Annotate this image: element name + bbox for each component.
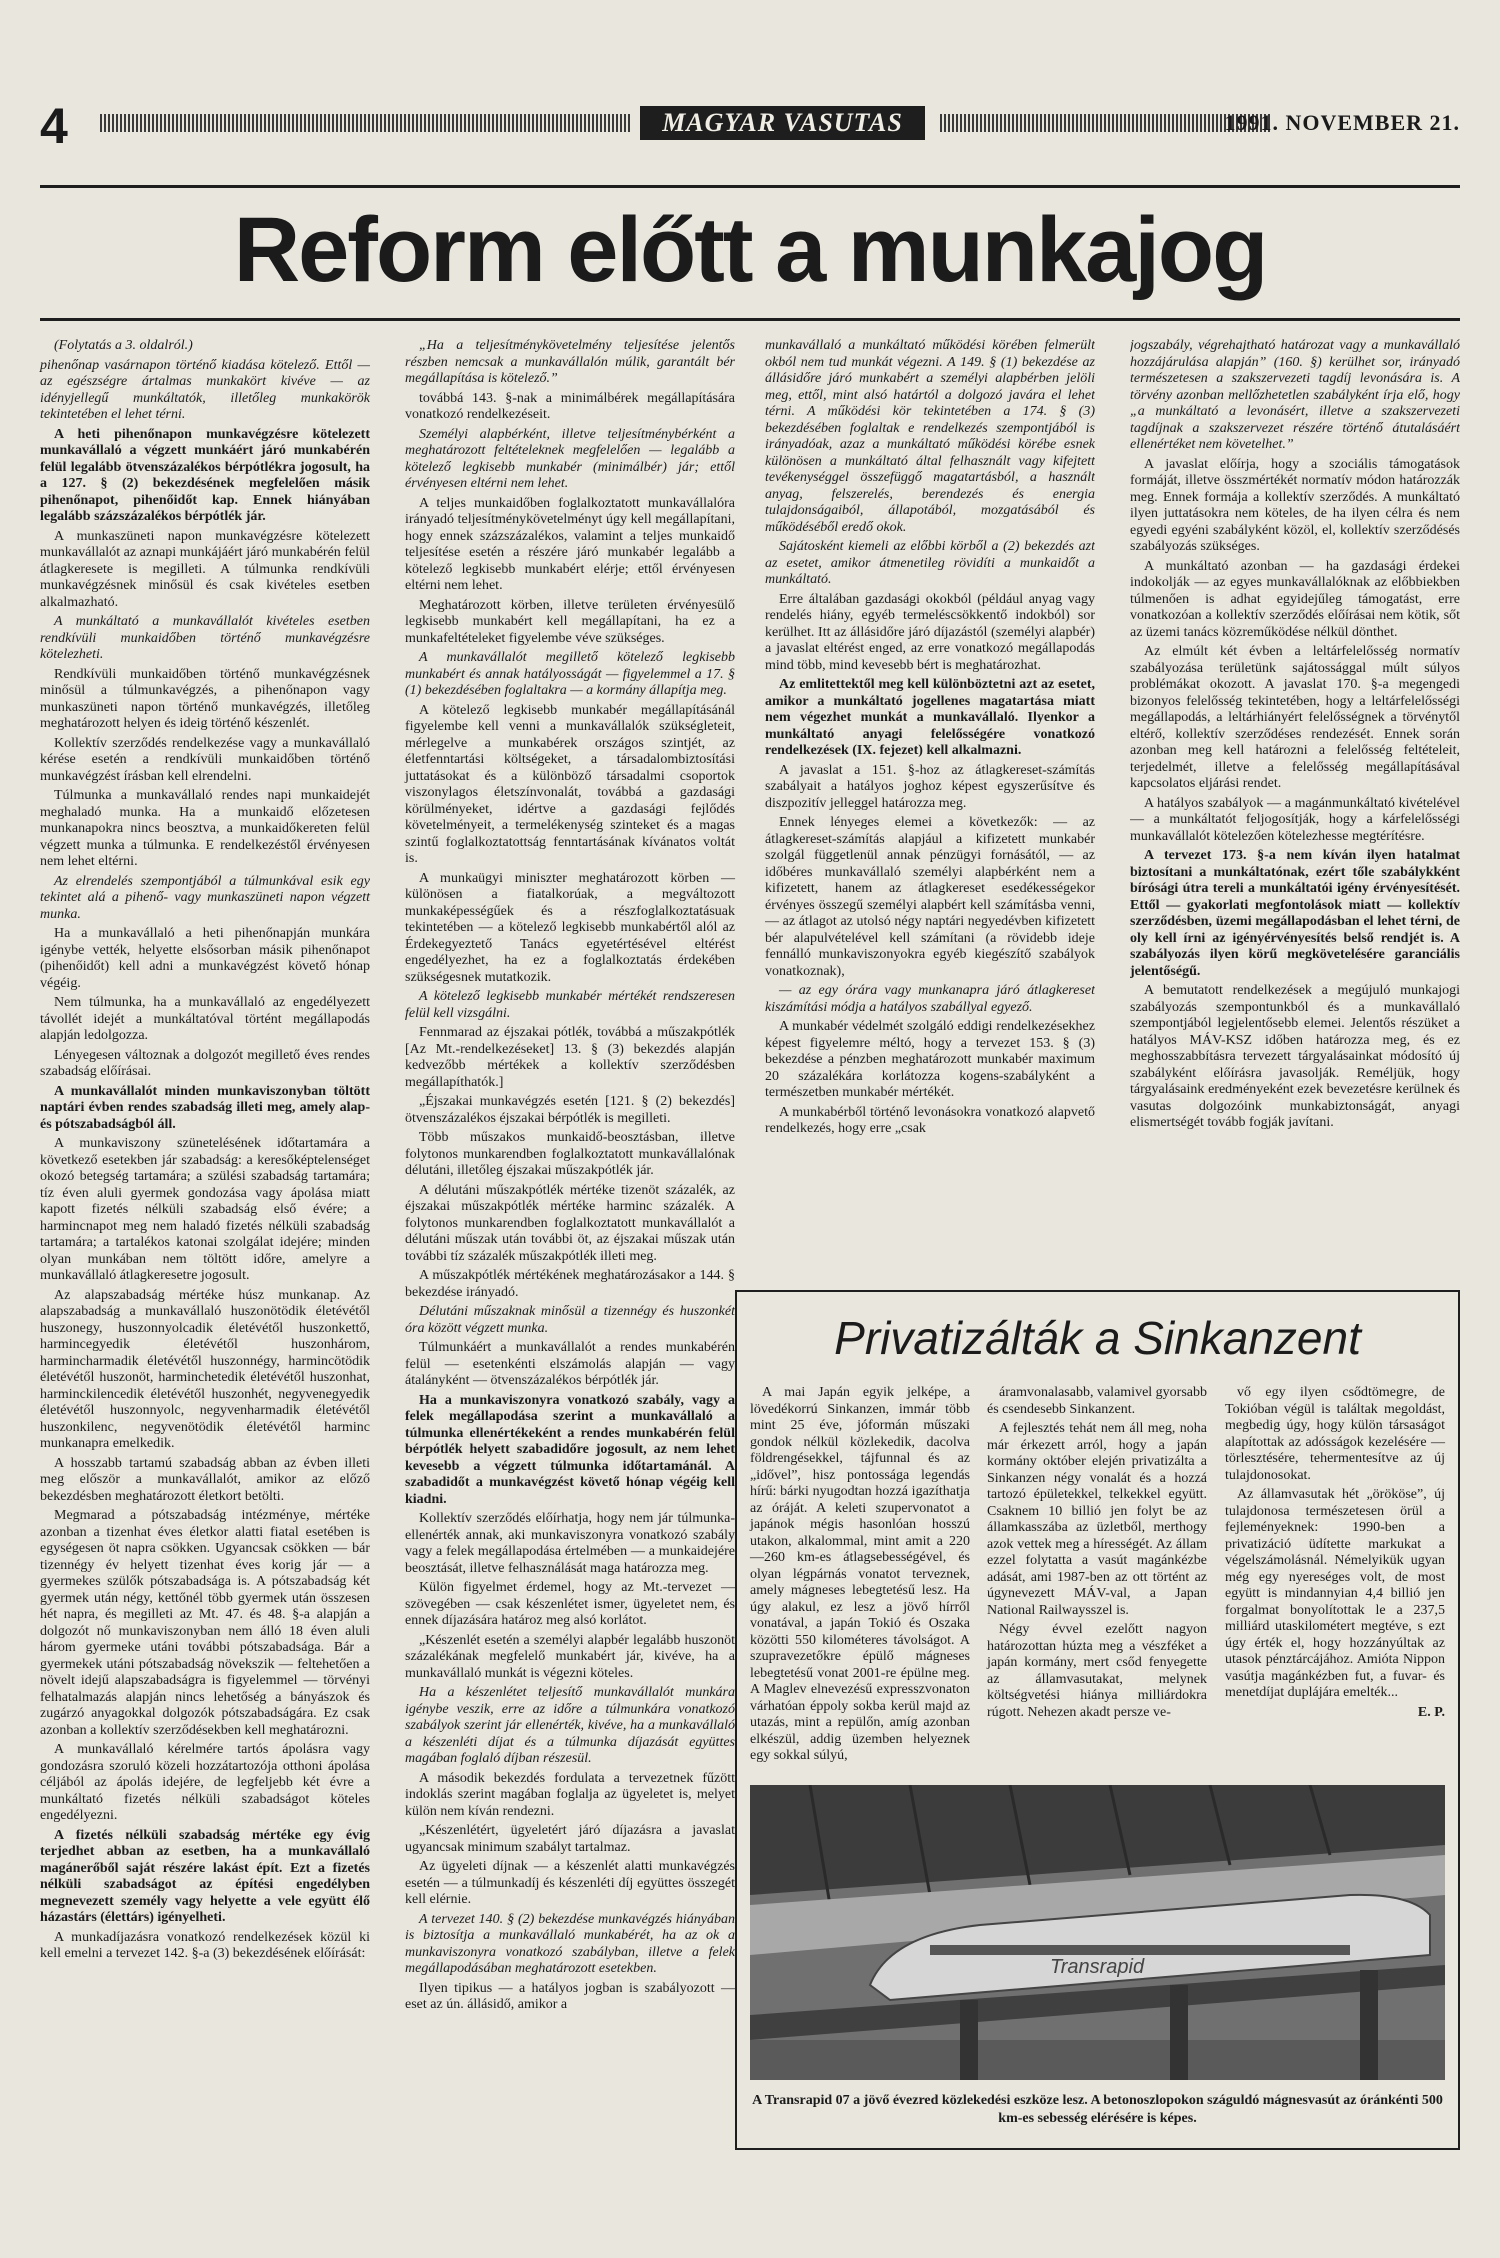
article-paragraph: Ha a munkaviszonyra vonatkozó szabály, vagy a felek megállapodása szerint a munkavállaló a túlmunka ellenértékeként a rendes munkabérén felül bérpótlék helyett szabadidőre jogosult, az nem lehet kevesebb a végzett túlmunka időtartamánál. A szabadidőt a munkavégzést követő hónap végéig kell kiadni. [405, 1392, 735, 1507]
article-paragraph: Megmarad a pótszabadság intézménye, mértéke azonban a tizenhat éves életkor alatti fiatal esetében is egységesen öt napra csökken. Ugyancsak csökken — bár tizennégy év helyett tizenhat éves korig jár — a gyermekes szülők pótszabadsága is. A pótszabadság két gyermek után négy, kettőnél több gyermek után összesen hét napra, és megilleti az Mt. 47. és 48. §-a alapján a dolgozót nő munkaviszonyban nem álló 18 éven aluli három gyermeke utáni további pótszabadsága. Bár a gyermekek utáni pótszabadság növekszik — feltehetően a növelt idejű alapszabadságra is figyelemmel — törvényi felhatalmazás alapján nincs lehetőség a bányászok és zugárzó anyagokkal dolgozók pótszabadságára. Ez csak azonban a kollektív szerződésekben kell meghatározni. [40, 1508, 370, 1738]
article-paragraph: Sajátosként kiemeli az előbbi körből a (2) bekezdés azt az esetet, amikor átmenetileg rövidíti a munkaidőt a munkáltató. [765, 539, 1095, 587]
page-number: 4 [40, 98, 68, 154]
article-paragraph: Külön figyelmet érdemel, hogy az Mt.-tervezet — szövegében — csak készenlétet ismer, ügyeletet nem, és ennek díjazására határoz meg alsó korlátot. [405, 1580, 735, 1628]
article-paragraph: Fennmarad az éjszakai pótlék, továbbá a műszakpótlék [Az Mt.-rendelkezéseket] 13. § (3) bekezdés alapján kedvezőbb mértékek a kollektív szerződésben megállapíthatók.] [405, 1025, 735, 1090]
article-paragraph: pihenőnap vasárnapon történő kiadása kötelező. Ettől — az egészségre ártalmas munkakört kivéve — az idényjellegű munkáltatók, illetőleg munkakörök tekintetében el lehet térni. [40, 357, 370, 422]
article-paragraph: A bemutatott rendelkezések a megújuló munkajogi szabályozás szempontunkból és a munkavállaló szempontjából legjelentősebb elemei. Jelentős részüket a hatályos MÁV-KSZ időben határozza meg, és ez meghosszabbításra tervezett tárgyalásainkat módosító új szabályként előírásra javasolják. Reméljük, hogy tárgyalásaink eredményeként ezek bevezetésre kerülnek és vasutas dolgozóink munkabiztonságát, anyagi elismertségét tovább fogják javítani. [1130, 983, 1460, 1130]
author-signature: E. P. [1417, 1704, 1445, 1720]
article-paragraph: A munkáltató azonban — ha gazdasági érdekei indokolják — az egyes munkavállalóknak az előbbiekben túlmenően is adhat egyidejűleg támogatást, erre vonatkozóan a kollektív szerződés előírásai nem kötik, sőt az üzemi tanács közreműködése nélkül dönthet. [1130, 558, 1460, 640]
article-paragraph: A javaslat előírja, hogy a szociális támogatások formáját, illetve összmértékét normatív módon határozzák meg. Ennek formája a kollektív szerződés. A munkáltató ilyen juttatásokra nem köteles, de ha ilyen célra és nem egyedi egyéni szabályként közöl, el, kollektív szerződésés szabályozás szükséges. [1130, 456, 1460, 554]
article-paragraph: Ha a munkavállaló a heti pihenőnapján munkára igénybe vették, helyette elsősorban másik pihenőnapot (pihenőidőt) kell adni a munkavégzést követő hónap végéig. [40, 926, 370, 991]
privatization-column-2 [987, 1385, 1207, 1724]
article-paragraph: Rendkívüli munkaidőben történő munkavégzésnek minősül a túlmunkavégzés, a pihenőnapon vagy munkaszüneti napon történő munkavégzés, illetőleg meghatározott helyen és ideig történő készenlét. [40, 666, 370, 731]
page-title: Reform előtt a munkajog [233, 199, 1267, 301]
privatization-paragraph: A fejlesztés tehát nem áll meg, noha már érkezett arról, hogy a japán kormány október elején privatizálta a Sinkanzen négy vonalát és a hozzá tartozó épületekkel, telkekkel együtt. Csaknem 10 billió jen folyt be az államkasszába az üzletből, merthogy azok vettek meg a hírességét. Az állam ezzel folytatta a vasút magánkézbe adását, ami 1987-ben az ott történt az úgynevezett MÁV-val, a Japan National Railwaysszel is. [987, 1421, 1207, 1618]
article-paragraph: A hatályos szabályok — a magánmunkáltató kivételével — a munkáltatót feljogosítják, hogy a kárfelelősségi munkavállalót kötelezően kötelezhesse megtérítésre. [1130, 795, 1460, 844]
page-header [40, 96, 1460, 156]
article-column-2 [405, 338, 735, 2017]
article-paragraph: Ha a készenlétet teljesítő munkavállalót munkára igénybe veszik, erre az időre a túlmunkára vonatkozó szabályok szerint jár ellenérték, kivéve, ha a munkavállaló a készenléti díjat és a túlmunka díjazását együttes magában foglaló díjban részesül. [405, 1685, 735, 1766]
article-paragraph: A teljes munkaidőben foglalkoztatott munkavállalóra irányadó teljesítménykövetelményt úgy kell megállapítani, hogy ennek százszázalékos, valamint a teljes munkaidő teljesítése esetén a részére járó munkabér legalább a kötelező legkisebb munkabért elérje; ettől érvényesen eltérni nem lehet. [405, 495, 735, 593]
article-paragraph: Az alapszabadság mértéke húsz munkanap. Az alapszabadság a munkavállaló huszonötödik életévétől huszonegy, huszonnyolcadik életévétől huszonkettő, harmincegyedik életévétől huszonhárom, harmincharmadik életévétől huszonnégy, harmincötödik életévétől huszonöt, harminchetedik életévétől huszonhat, harminckilencedik életévétől huszonhét, negyvenegyedik életévétől huszonnyolc, negyvenharmadik életévétől huszonkilenc, negyvenötödik életévétől harminc munkanapra emelkedik. [40, 1287, 370, 1451]
article-paragraph: Az emlitettektől meg kell különböztetni azt az esetet, amikor a munkáltató jogellenes magatartása miatt nem végezhet munkát a munkavállaló. Ilyenkor a munkáltató anyagi felelősségére vonatkozó rendelkezések (IX. fejezet) kell alkalmazni. [765, 677, 1095, 758]
article-paragraph: „Készenlétért, ügyeletért járó díjazásra a javaslat ugyancsak minimum szabályt tartalmaz. [405, 1823, 735, 1855]
privatization-paragraph: áramvonalasabb, valamivel gyorsabb és csendesebb Sinkanzent. [987, 1385, 1207, 1417]
headline-rule [40, 318, 1460, 321]
article-paragraph: A munkavállalót minden munkaviszonyban töltött naptári évben rendes szabadság illeti meg, amely alap- és pótszabadságból áll. [40, 1083, 370, 1132]
article-paragraph: Erre általában gazdasági okokból (például anyag vagy rendelés hiány, egyéb termeléscsökkentő indokból) sor kerülhet. Itt az állásidőre járó díjazástól (személyi alapbér) a javaslat eltérést enged, az erre vonatkozó megállapodás mind több, mind kevesebb bért is meghatározhat. [765, 591, 1095, 673]
article-paragraph: A munkáltató a munkavállalót kivételes esetben rendkívüli munkaidőben történő munkavégzésre kötelezheti. [40, 614, 370, 662]
article-paragraph: A heti pihenőnapon munkavégzésre kötelezett munkavállaló a végzett munkáért járó munkabérén felül legalább ötvenszázalékos bérpótlékra jogosult, ha a 127. § (2) bekezdésének megfelelően másik pihenőnapot, pihenőidőt kap. Ennek hiányában legalább százszázalékos bérpótlék jár. [40, 426, 370, 524]
article-paragraph: Kollektív szerződés előírhatja, hogy nem jár túlmunka-ellenérték annak, aki munkaviszonyra vonatkozó szabály vagy a felek megállapodása értelmében — a munkaidejére beosztását, illetve felhasználását maga határozza meg. [405, 1511, 735, 1576]
article-paragraph: Több műszakos munkaidő-beosztásban, illetve folytonos munkarendben foglalkoztatott munkavállalónak délutáni, illetőleg éjszakai műszakpótlék jár. [405, 1130, 735, 1178]
article-paragraph: Személyi alapbérként, illetve teljesítménybérként a meghatározott feltételeknek megfelelően — legalább a kötelező legkisebb munkabér (minimálbér) jár; ettől érvényesen eltérni nem lehet. [405, 426, 735, 491]
article-paragraph: A tervezet 140. § (2) bekezdése munkavégzés hiányában is biztosítja a munkavállaló munkabérét, ha az ok a munkaviszonyra vonatkozó szabályban, illetve a felek megállapodásában meghatározott esetekben. [405, 1911, 735, 1976]
issue-date: 1991. NOVEMBER 21. [1224, 110, 1460, 135]
article-paragraph: Az elrendelés szempontjából a túlmunkával esik egy tekintet alá a pihenő- vagy munkaszüneti napon végzett munka. [40, 873, 370, 922]
article-paragraph: A javaslat a 151. §-hoz az átlagkereset-számítás szabályait a hatályos joghoz képest egyszerűsítve és diszpozitív jelleggel határozza meg. [765, 762, 1095, 811]
article-paragraph: jogszabály, végrehajtható határozat vagy a munkavállaló hozzájárulása alapján” (160. §) kerülhet sor, irányadó természetesen a szakszervezeti tagdíj levonására is. A törvény azonban mellőzhetetlen szabályként írja elő, hogy „a munkáltató a levonásért, illetve a szakszervezeti tagdíjnak a szakszervezet részére történő átutalásáért ellenértéket nem követelhet.” [1130, 338, 1460, 452]
article-paragraph: A munkabér védelmét szolgáló eddigi rendelkezésekhez képest figyelemre méltó, hogy a tervezet 153. § (3) bekezdése a pénzben meghatározott munkabér maximum 20 százalékára korlátozza kogens-szabályként a természetben munkabér mértékét. [765, 1019, 1095, 1100]
article-paragraph: A hosszabb tartamú szabadság abban az évben illeti meg először a munkavállalót, amikor az előző bekezdésben meghatározott életkort betölti. [40, 1455, 370, 1504]
privatization-body [750, 1385, 1445, 1780]
article-paragraph: A kötelező legkisebb munkabér megállapításánál figyelembe kell venni a munkavállalók szükségleteit, mérlegelve a munkabérek országos szintjét, az életfenntartási költségeket, a társadalombiztosítási juttatásokat és a különböző társadalmi csoportok viszonylagos életszínvonalát, továbbá a gazdasági körülményeket, idértve a gazdasági fejlődés követelményeit, a termelékenység szinteket és a magas szintű foglalkoztatottság fenntartásának kívánatos voltát is. [405, 702, 735, 866]
article-paragraph: A munkavállalót megillető kötelező legkisebb munkabért és annak hatályosságát — figyelemmel a 17. § (1) bekezdésében foglaltakra — a kormány állapítja meg. [405, 650, 735, 698]
article-paragraph: A munkavállaló kérelmére tartós ápolásra vagy gondozásra szoruló közeli hozzátartozója otthoni ápolása céljából az ápolás idejére, de legfeljebb két évre a munkáltató fizetés nélküli szabadságot köteles engedélyezni. [40, 1742, 370, 1823]
decorative-hatch-left [100, 114, 630, 132]
article-paragraph: Az elmúlt két évben a leltárfelelősség normatív szabályozása területünk sajátossággal múlt súlyos problémákat okozott. A javaslat 170. §-a megengedi bizonyos felelősség tekintetében, hogy a leltárfelelősségi megállapodás, a leltárhiányért felelősségnek a törvénytől eltérő, kollektív szerződéses rendezését. Ennek során azonban meg kell határozni a felelősség feltételeit, terjedelmét, illetve a felelősség megállapításával kapcsolatos eljárási rendet. [1130, 644, 1460, 791]
privatization-paragraph: A mai Japán egyik jelképe, a lövedékorrú Sinkanzen, immár több mint 25 éve, jóformán műszaki gondok nélkül közlekedik, dacolva földrengésekkel, tájfunnal és az „idővel”, hisz pontossága legendás hírű: bárki nyugodtan hozzá igazíthatja az óráját. A keleti szupervonatot a japánok mégis hasonlóan hosszú utakon, alkalommal, mint amit a 220—260 km-es átlagsebességével, és olyan légpárnás vonatot terveznek, amely mágneses lebegtetésű lesz. Ha úgy alakul, ez lesz a jövő hírről vonatával, a japán Tokió és Oszaka közötti 550 kilométeres távolságot. A szupravezetőkre épülő mágneses lebegtetésű vonat 2001-re épülne meg. A Maglev elnevezésű expresszvonaton várhatóan éppoly sokba kerül majd az utazás, mint a repülőn, amíg azonban elkészül, addig üzemben helyeznek egy sokkal súlyú, [750, 1385, 970, 1763]
privatization-paragraph: Négy évvel ezelőtt nagyon határozottan húzta meg a vészféket a japán kormány, mert csőd fenyegette az államvasutakat, melynek költségvetési hiánya milliárdokra rúgott. Nehezen akadt persze ve- [987, 1622, 1207, 1720]
train-sign: Transrapid [1050, 1956, 1145, 1978]
article-paragraph: A munkaviszony szünetelésének időtartamára a következő esetekben jár szabadság: a keresőképtelenséget okozó betegség tartamára; a szülési szabadság tartamára; tíz éven aluli gyermek gondozása vagy ápolása miatt kapott fizetés nélküli szabadság első évére; a harmincnapot meg nem haladó fizetés nélküli szabadság tartamára; a tartalékos katonai szolgálat idejére; minden olyan munkában nem töltött időre, amelyre a munkavállaló átlagkeresetre jogosult. [40, 1136, 370, 1283]
article-paragraph: Túlmunkáért a munkavállalót a rendes munkabérén felül — esetenkénti elszámolás alapján — vagy átalányként — ötvenszázalékos bérpótlék jár. [405, 1340, 735, 1388]
privatization-headline: Privatizálták a Sinkanzent [834, 1312, 1361, 1364]
photo-caption: A Transrapid 07 a jövő évezred közlekedési eszköze lesz. A betonoszlopokon száguldó mágnesvasút az óránkénti 500 km-es sebesség elérésére is képes. [752, 2093, 1443, 2126]
decorative-hatch-right [940, 114, 1270, 132]
article-paragraph: „Készenlét esetén a személyi alapbér legalább huszonöt százalékának megfelelő munkabért jár, kivéve, ha a munkavállaló munkát is végezni köteles. [405, 1632, 735, 1681]
article-paragraph: A fizetés nélküli szabadság mértéke egy évig terjedhet abban az esetben, ha a munkavállaló magánerőből saját részére lakást épít. Ezt a fizetés nélküli szabadságot az építési engedélyben megnevezett személy vagy helyette a vele együtt élő házastárs (élettárs) igényelheti. [40, 1827, 370, 1925]
article-paragraph: (Folytatás a 3. oldalról.) [54, 338, 193, 353]
top-rule [40, 185, 1460, 188]
article-paragraph: „Ha a teljesítménykövetelmény teljesítése jelentős részben nemcsak a munkavállalón múlik, garantált bér megállapítása is kötelező.” [405, 338, 735, 386]
article-column-3 [765, 338, 1095, 1278]
article-column-1 [40, 338, 370, 1966]
article-paragraph: A műszakpótlék mértékének meghatározásakor a 144. § bekezdése irányadó. [405, 1268, 735, 1300]
transrapid-photo [750, 1785, 1445, 2080]
article-paragraph: — az egy órára vagy munkanapra járó átlagkereset kiszámítási módja a hatályos szabállyal egyező. [765, 983, 1095, 1015]
article-paragraph: munkavállaló a munkáltató működési körében felmerült okból nem tud munkát végezni. A 149. § (1) bekezdése az állásidőre járó munkabért a személyi alapbérben jelöli meg, ettől, mint alsó határtól a dolgozó javára el lehet térni. A működési kör tekintetében a 174. § (3) bekezdésében foglaltak e rendelkezés szempontjából is irányadóak, azaz a munkáltató működési körébe esnek különösen a munkáltató által felhasznált vagy kifejtett tevékenységgel összefüggő magatartásból, a használt anyag, felszerelés, berendezés és energia tulajdonságaiból, állapotából, mozgatásából és működéséből eredő okok. [765, 338, 1095, 535]
article-paragraph: A munkaügyi miniszter meghatározott körben — különösen a fiatalkorúak, a megváltozott munkaképességűek és a részfoglalkoztatásuak tekintetében — a kötelező legkisebb munkabértől alól az Érdekegyeztető Tanács egyetértésével eltérést engedélyezhet, ha ez a foglalkoztatás érdekében szükségesnek mutatkozik. [405, 870, 735, 985]
article-paragraph: Délutáni műszaknak minősül a tizennégy és huszonkét óra között végzett munka. [405, 1304, 735, 1336]
article-paragraph: Lényegesen változnak a dolgozót megillető éves rendes szabadság előírásai. [40, 1047, 370, 1079]
article-paragraph: Túlmunka a munkavállaló rendes napi munkaidejét meghaladó munka. Ha a munkaidő előzetesen munkanapokra nincs beosztva, a munkaidőkereten felül végzett munka a túlmunka. E rendelkezéstől érvényesen nem lehet eltérni. [40, 788, 370, 869]
article-paragraph: „Éjszakai munkavégzés esetén [121. § (2) bekezdés] ötvenszázalékos éjszakai bérpótlék is megilleti. [405, 1094, 735, 1126]
article-paragraph: A második bekezdés fordulata a tervezetnek fűzött indoklás szerint magában foglalja az ügyeletet is, melyet külön nem kíván rendezni. [405, 1770, 735, 1819]
article-paragraph: Kollektív szerződés rendelkezése vagy a munkavállaló kérése esetén a rendkívüli munkaidőben történő munkavégzést írásban kell elrendelni. [40, 735, 370, 784]
article-paragraph: Meghatározott körben, illetve területen érvényesülő legkisebb munkabért kell megállapítani, ha ez a munkafeltételeket figyelembe véve szükséges. [405, 597, 735, 646]
privatization-paragraph: Az államvasutak hét „örököse”, új tulajdonosa természetesen örül a fejleményeknek: 1990-ben a privatizáció üdítette markukat a végelszámolásnál. Némelyikük ugyan még egy nyereséges volt, de most együtt is mindannyian 4,4 billió jen forgalmat bonyolítottak le a 237,5 milliárd utaskilométert megtéve, s ezt úgy érték el, hogy hozzányúltak az utasok pénztárcájához. Amióta Nippon vasútja magánkézben fut, a fuvar- és menetdíjat duplájára emelték... [1225, 1487, 1445, 1700]
article-paragraph: A munkadíjazásra vonatkozó rendelkezések közül ki kell emelni a tervezet 142. §-a (3) bekezdésének előírását: [40, 1929, 370, 1961]
article-paragraph: A tervezet 173. §-a nem kíván ilyen hatalmat biztosítani a munkáltatónak, ezért tőle szabálykként bírósági útra tereli a munkáltatói igény érvényesítését. Ettől — gyakorlati megfontolások miatt — kollektív szerződésben, üzemi megállapodásban el lehet térni, de oly kell írni az igényérvényesítés belső rendjét is. A szabályozás ilyen körű megkövetelésére garanciális jelentőségű. [1130, 848, 1460, 979]
article-paragraph: A kötelező legkisebb munkabér mértékét rendszeresen felül kell vizsgálni. [405, 989, 735, 1021]
masthead: MAGYAR VASUTAS [640, 106, 925, 140]
article-paragraph: A délutáni műszakpótlék mértéke tizenöt százalék, az éjszakai műszakpótlék mértéke harminc százalék. A folytonos munkarendben foglalkoztatott munkavállalót a délutáni műszak után további öt, az éjszakai műszak után további tíz százalék műszakpótlék illeti meg. [405, 1182, 735, 1264]
article-paragraph: Az ügyeleti díjnak — a készenlét alatti munkavégzés esetén — a túlmunkadíj és készenléti díj együttes összegét kell elérnie. [405, 1859, 735, 1907]
article-column-4 [1130, 338, 1460, 1278]
transrapid-illustration [750, 1785, 1445, 2080]
privatization-column-1 [750, 1385, 970, 1768]
article-paragraph: A munkaszüneti napon munkavégzésre kötelezett munkavállalót az aznapi munkájáért járó munkabérén felül átlagkeresete is megilleti. A túlmunka rendkívüli munkavégzésnek minősül és csak kivételes esetben alkalmazható. [40, 528, 370, 610]
article-paragraph: továbbá 143. §-nak a minimálbérek megállapítására vonatkozó rendelkezéseit. [405, 390, 735, 422]
article-paragraph: A munkabérből történő levonásokra vonatkozó alapvető rendelkezés, hogy erre „csak [765, 1104, 1095, 1136]
article-paragraph: Nem túlmunka, ha a munkavállaló az engedélyezett távollét idejét a munkáltatóval történt megállapodás alapján ledolgozza. [40, 995, 370, 1043]
privatization-paragraph: vő egy ilyen csődtömegre, de Tokióban végül is találtak megoldást, megbedig úgy, hogy külön társaságot alapítottak az adósságok kezelésére — törlesztésére, tehermentesítve az új tulajdonosokat. [1225, 1385, 1445, 1483]
article-paragraph: Ilyen tipikus — a hatályos jogban is szabályozott — eset az ún. állásidő, amikor a [405, 1980, 735, 2012]
privatization-column-3 [1225, 1385, 1445, 1724]
article-paragraph: Ennek lényeges elemei a következők: — az átlagkereset-számítás alapjául a kifizetett munkabér szolgál függetlenül annak pénzügyi fornásától, — az időbéres munkavállaló személyi alapbérként nem a kifizetett, hanem az átlagkereset esedékességekor érvényes összegű személyi alapbért kell számításba venni, — az átlagot az utolsó négy naptári negyedévben kifizetett bér alapulvételével kell számítani (a rövidebb ideje fennálló munkaviszonyokra egyéb kiegészítő szabályok vonatkoznak), [765, 815, 1095, 979]
